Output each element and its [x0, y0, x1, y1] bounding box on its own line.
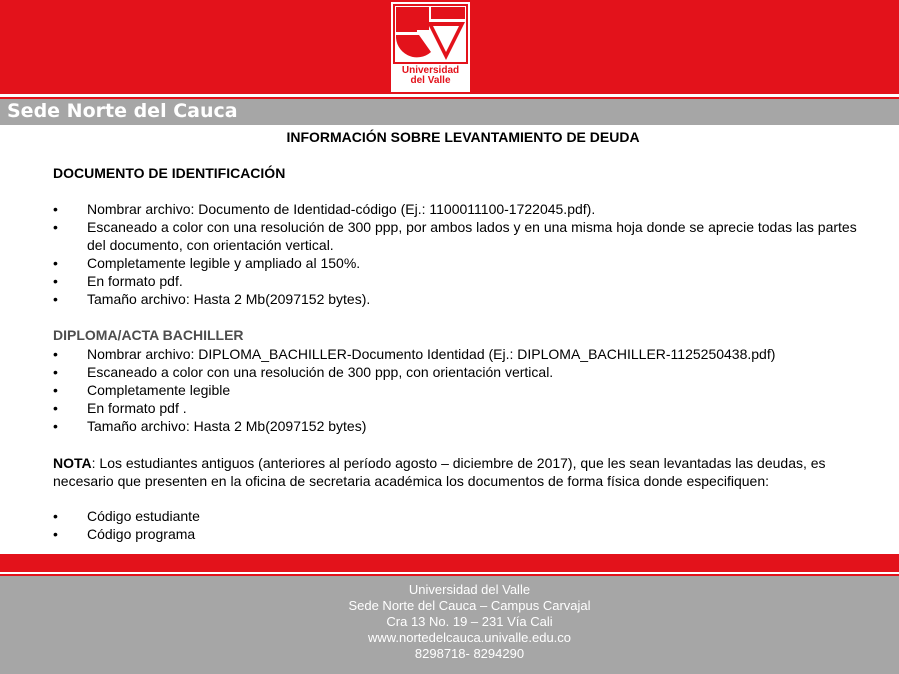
list-item: • Nombrar archivo: DIPLOMA_BACHILLER-Documento Identidad (Ej.: DIPLOMA_BACHILLER-1125250438.pdf) [53, 345, 873, 363]
list-item: • En formato pdf. [53, 272, 873, 290]
footer-line-website: www.nortedelcauca.univalle.edu.co [367, 630, 572, 645]
list-item: • Escaneado a color con una resolución de 300 ppp, con orientación vertical. [53, 363, 873, 381]
list-identificacion [53, 200, 873, 308]
section-heading-identificacion: DOCUMENTO DE IDENTIFICACIÓN [53, 165, 286, 181]
footer-line-university: Universidad del Valle [408, 582, 531, 597]
section-heading-diploma: DIPLOMA/ACTA BACHILLER [53, 327, 244, 343]
list-item: • En formato pdf . [53, 399, 873, 417]
list-item: • Completamente legible y ampliado al 150%. [53, 254, 873, 272]
footer-line-address: Cra 13 No. 19 – 231 Vía Cali [386, 614, 553, 629]
list-item: • Código programa [53, 525, 873, 543]
list-item: • Código estudiante [53, 507, 873, 525]
footer-line-phones: 8298718- 8294290 [414, 646, 525, 661]
list-item: • Nombrar archivo: Documento de Identidad-código (Ej.: 1100011100-1722045.pdf). [53, 200, 873, 218]
footer-text [0, 582, 899, 662]
list-item: • Tamaño archivo: Hasta 2 Mb(2097152 bytes) [53, 417, 873, 435]
nota-paragraph [53, 454, 873, 490]
list-item: • Escaneado a color con una resolución de 300 ppp, por ambos lados y en una misma hoja donde se aprecie todas las partes del documento, con orientación vertical. [53, 218, 873, 254]
sede-title: Sede Norte del Cauca [7, 100, 238, 122]
nota-label: NOTA [53, 455, 92, 471]
footer-line-campus: Sede Norte del Cauca – Campus Carvajal [348, 598, 591, 613]
logo-text-line-2: del Valle [410, 75, 451, 86]
list-item: • Completamente legible [53, 381, 873, 399]
logo-text-line-1: Universidad [401, 65, 460, 76]
univalle-logo [391, 2, 470, 92]
footer-red-band [0, 554, 899, 572]
page-title: INFORMACIÓN SOBRE LEVANTAMIENTO DE DEUDA [286, 129, 640, 145]
list-final [53, 507, 873, 543]
nota-text: : Los estudiantes antiguos (anteriores al período agosto – diciembre de 2017), que les sean levantadas las deudas, es necesario que presenten en la oficina de secretaria académica los documentos de forma física donde especifiquen: [53, 455, 826, 489]
list-diploma [53, 345, 873, 435]
list-item: • Tamaño archivo: Hasta 2 Mb(2097152 bytes). [53, 290, 873, 308]
